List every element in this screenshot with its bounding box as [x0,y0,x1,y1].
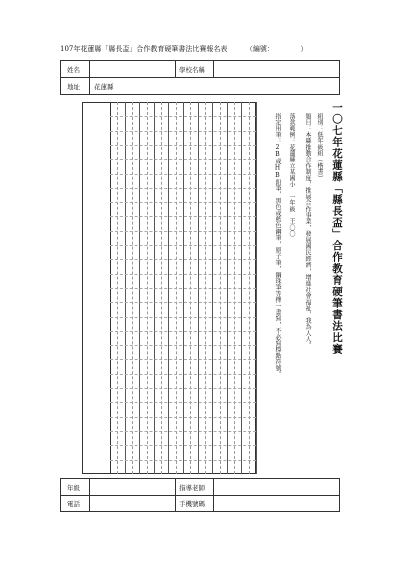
grid-row-guide [110,388,256,389]
grid-row-guide [110,231,256,232]
name-field[interactable] [91,62,173,76]
grid-row-guide [110,216,256,217]
grid-row-guide [110,345,256,346]
grid-row-guide [110,245,256,246]
teacher-label: 指導老師 [179,484,205,492]
name-label: 姓名 [67,66,80,74]
rule-signature-example: 落款範例：花蓮縣立某國小 一年級 王〇〇 [288,113,295,237]
grid-row-guide [110,188,256,189]
grid-row-guide [110,302,256,303]
grid-column-line [256,102,257,474]
grid-row-guide [110,174,256,175]
grid-row-guide [110,417,256,418]
grid-row-guide [110,131,256,132]
footer-table [60,478,340,512]
form-number-close: ） [300,45,308,53]
grid-row-guide [110,116,256,117]
address-value[interactable]: 花蓮縣 [94,83,114,91]
grid-row-guide [110,445,256,446]
grid-row-guide [110,259,256,260]
grade-label: 年級 [67,484,80,492]
phone-label: 電話 [67,500,80,508]
grid-row-guide [110,374,256,375]
mobile-field[interactable] [215,496,337,510]
grid-row-guide [110,460,256,461]
info-table [60,60,340,95]
grid-row-guide [110,202,256,203]
form-title: 107年花蓮縣「縣長盃」合作教育硬筆書法比賽報名表 [60,45,228,53]
teacher-field[interactable] [215,480,337,494]
grid-row-guide [110,159,256,160]
rule-topic: 題目：本縣推動合作制度，推展合作事業，發展國民經濟，增進社會福祉，我為人人。 [304,113,311,349]
contest-title: 一〇七年花蓮縣「縣長盃」合作教育硬筆書法比賽 [331,102,343,355]
grid-row-guide [110,145,256,146]
grid-row-guide [110,431,256,432]
form-number-label: （編號： [245,45,274,53]
phone-field[interactable] [91,496,173,510]
grid-row-guide [110,331,256,332]
grid-row-guide [110,359,256,360]
grid-row-guide [110,317,256,318]
grade-field[interactable] [91,480,173,494]
mobile-label: 手機號碼 [179,500,205,508]
school-label: 學校名稱 [179,66,205,74]
grid-row-guide [110,288,256,289]
grid-row-guide [110,402,256,403]
rule-group: 組別：低年級組（楷書） [316,113,323,182]
grid-row-guide [110,274,256,275]
rule-pen: 指定用筆：2B或HB鉛筆，黑色或藍色鋼筆，原子筆，鋼珠筆等擇一書寫，不必寫標點符號。 [274,113,281,378]
address-label: 地址 [67,83,80,91]
school-field[interactable] [215,62,337,76]
form-title-row [60,44,340,54]
